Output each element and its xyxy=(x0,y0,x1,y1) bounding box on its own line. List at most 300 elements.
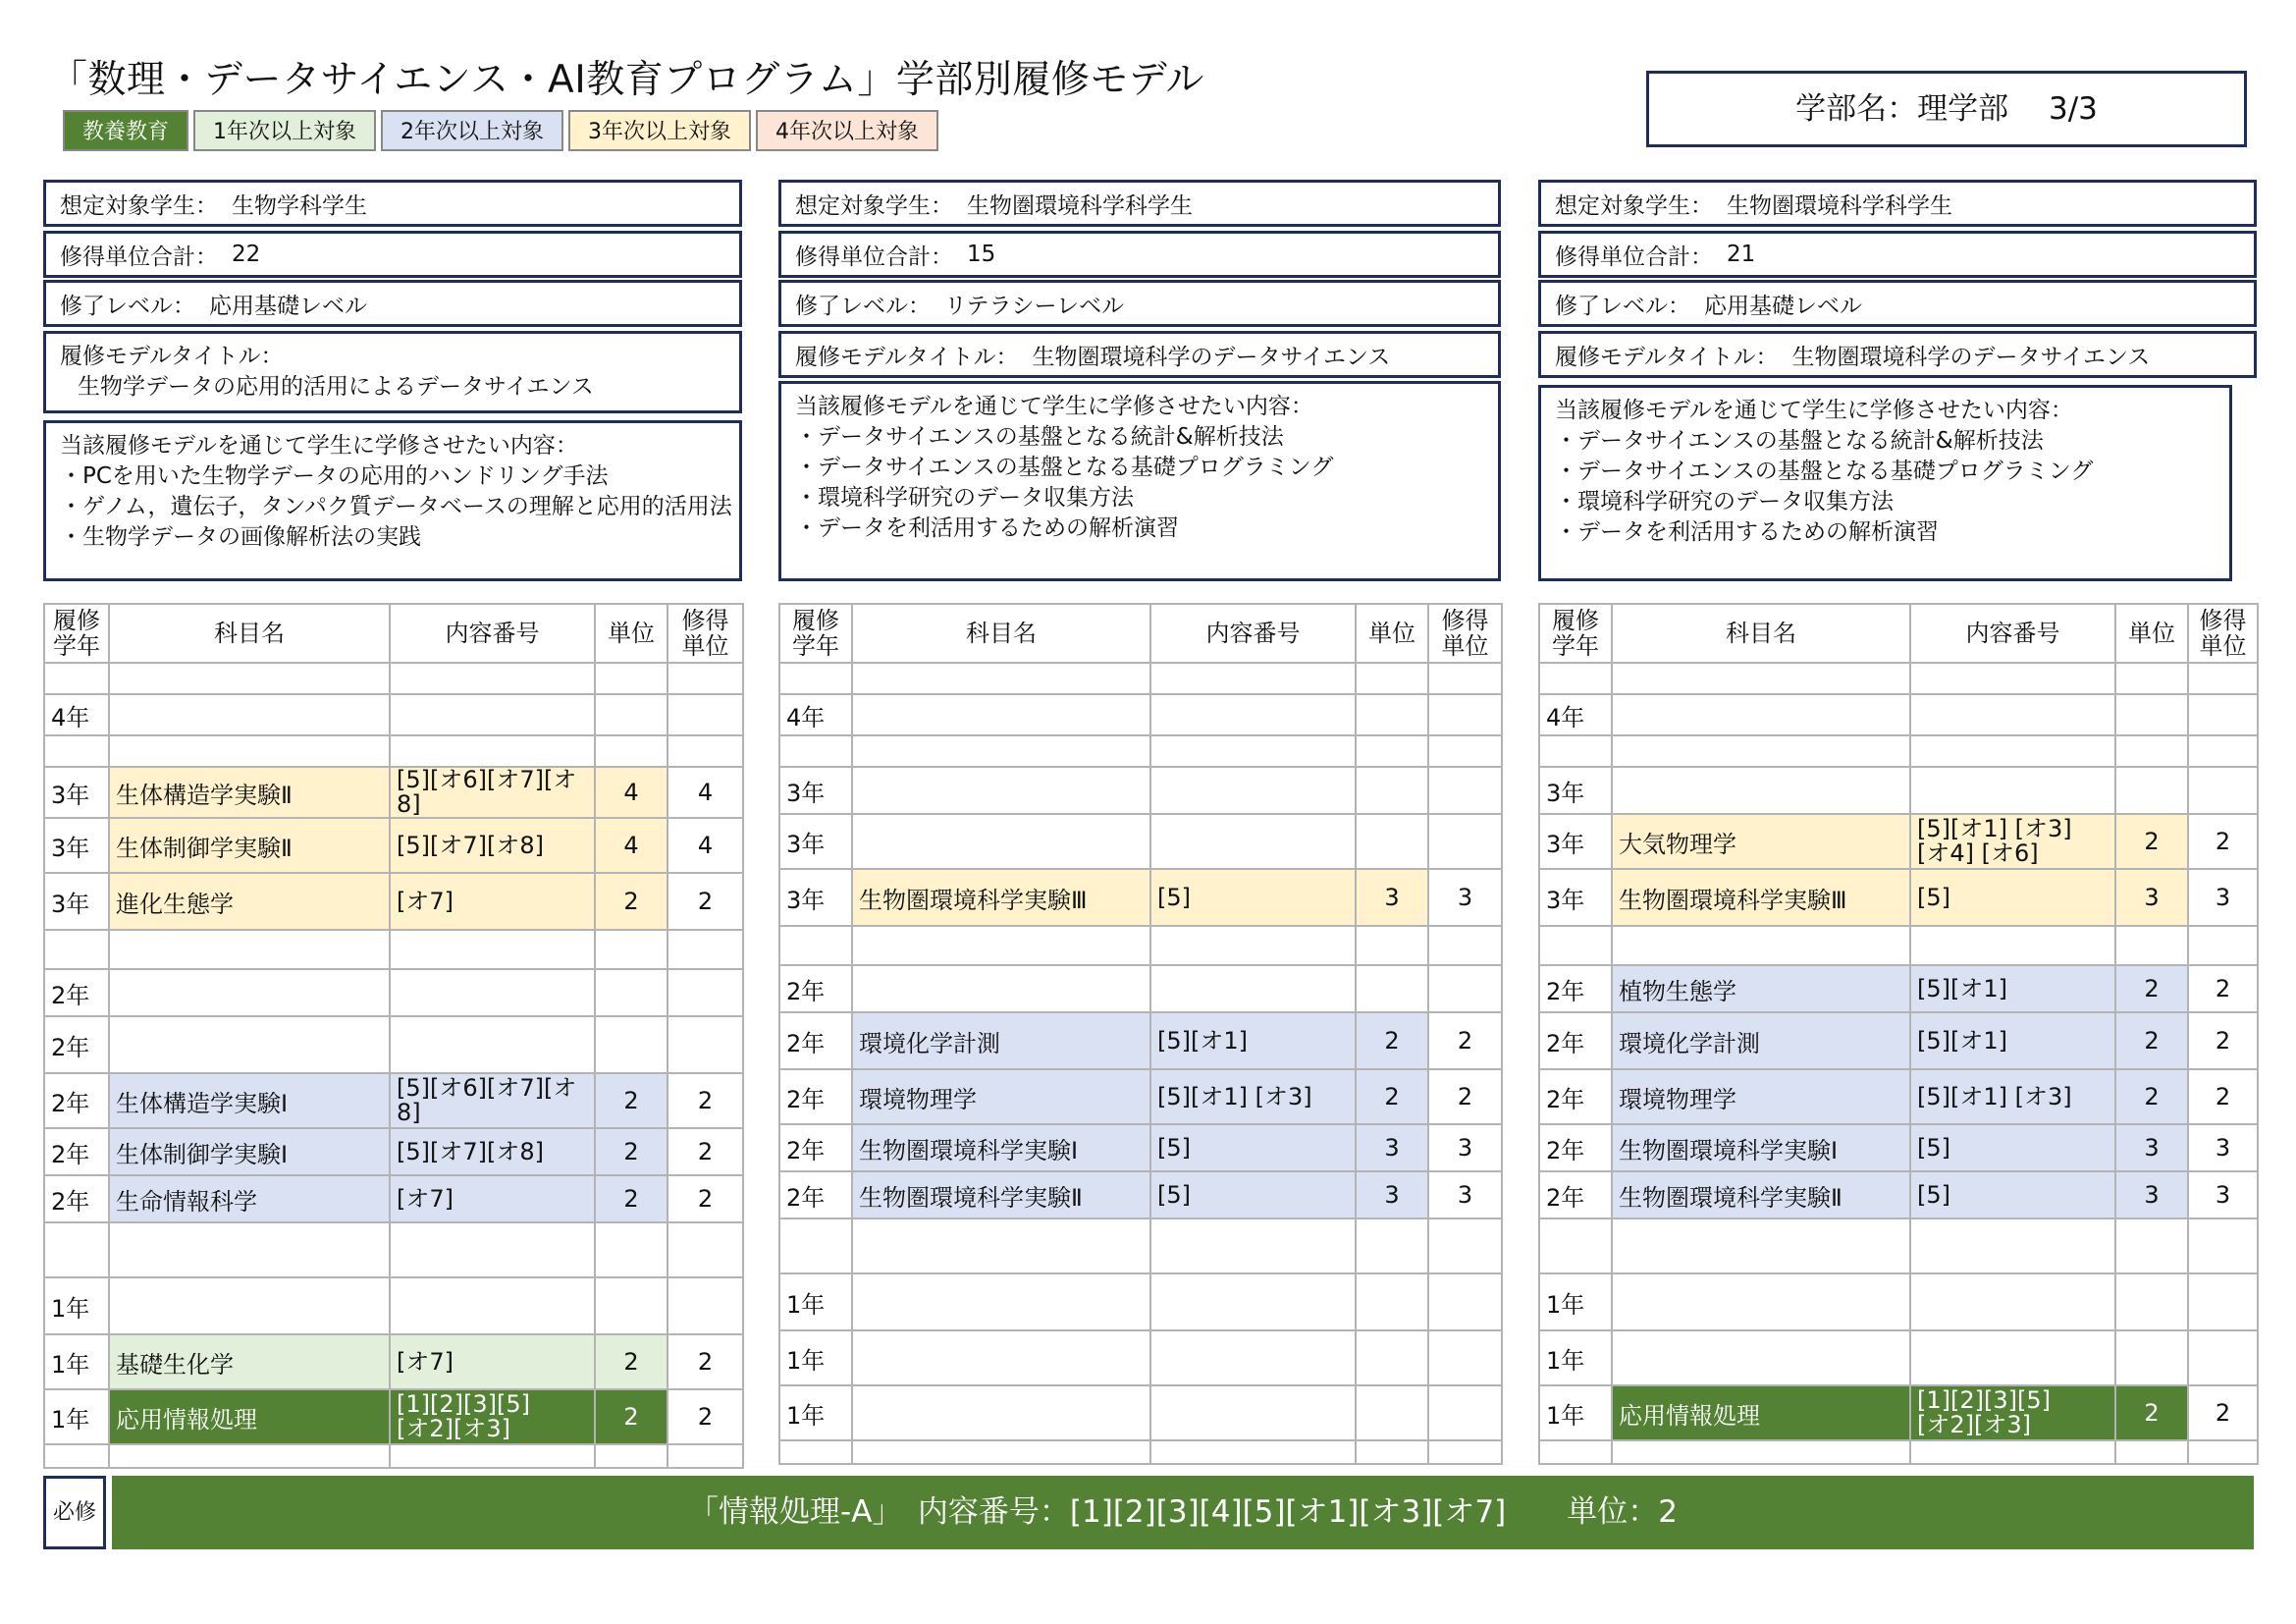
table-row xyxy=(1539,1218,2258,1273)
cell-code xyxy=(390,1016,595,1073)
cell-unit: 2 xyxy=(595,873,667,930)
cell-subject xyxy=(109,1222,390,1277)
completion-level-box xyxy=(43,280,742,327)
cell-earned xyxy=(2188,663,2258,694)
cell-unit xyxy=(1356,663,1428,694)
cell-unit xyxy=(1356,1385,1428,1440)
cell-earned xyxy=(667,663,743,694)
cell-unit: 3 xyxy=(2115,1171,2188,1218)
cell-year: 4年 xyxy=(44,694,109,735)
table-row xyxy=(779,965,1502,1012)
cell-earned: 2 xyxy=(667,1073,743,1128)
cell-subject xyxy=(1612,1440,1910,1464)
target-student-box xyxy=(778,180,1501,227)
model-title-value: 生物圏環境科学のデータサイエンス xyxy=(1791,344,2151,370)
cell-unit: 2 xyxy=(2115,965,2188,1012)
cell-unit xyxy=(595,969,667,1016)
cell-year xyxy=(44,663,109,694)
learning-goals-label: 当該履修モデルを通じて学生に学修させたい内容： xyxy=(60,433,578,459)
cell-earned xyxy=(2188,1330,2258,1385)
cell-earned: 2 xyxy=(1428,1012,1502,1069)
table-row xyxy=(779,1171,1502,1218)
cell-year: 3年 xyxy=(1539,814,1612,869)
completion-level-box xyxy=(1538,280,2257,327)
header-year: 履修 学年 xyxy=(1539,604,1612,663)
table-row xyxy=(1539,735,2258,767)
cell-unit xyxy=(595,663,667,694)
cell-year: 2年 xyxy=(779,1171,852,1218)
cell-earned: 3 xyxy=(1428,869,1502,926)
cell-unit: 2 xyxy=(2115,1069,2188,1124)
model-title-box xyxy=(43,331,742,413)
cell-unit: 2 xyxy=(595,1175,667,1222)
cell-unit xyxy=(1356,1440,1428,1464)
cell-earned xyxy=(1428,965,1502,1012)
course-table xyxy=(778,603,1503,1465)
credit-total-label: 修得単位合計： xyxy=(60,244,218,270)
learning-goal-item: ・データサイエンスの基盤となる基礎プログラミング xyxy=(1555,459,2094,484)
cell-subject: 生物圏環境科学実験Ⅲ xyxy=(852,869,1150,926)
target-student-label: 想定対象学生： xyxy=(60,192,218,219)
cell-unit xyxy=(595,1277,667,1334)
cell-code xyxy=(1150,965,1356,1012)
cell-subject xyxy=(1612,1218,1910,1273)
cell-unit xyxy=(2115,663,2188,694)
cell-earned xyxy=(2188,735,2258,767)
cell-unit xyxy=(595,930,667,969)
cell-subject xyxy=(109,1444,390,1468)
table-row xyxy=(1539,694,2258,735)
cell-subject xyxy=(852,663,1150,694)
table-row xyxy=(44,1277,743,1334)
header-earned: 修得 単位 xyxy=(667,604,743,663)
cell-earned: 2 xyxy=(2188,1385,2258,1440)
cell-earned: 2 xyxy=(667,1389,743,1444)
cell-earned xyxy=(1428,767,1502,814)
table-row xyxy=(779,1440,1502,1464)
cell-code xyxy=(1150,814,1356,869)
credit-total-label: 修得単位合計： xyxy=(795,244,953,270)
table-row xyxy=(779,1218,1502,1273)
learning-goal-item: ・データを利活用するための解析演習 xyxy=(795,515,1179,541)
cell-code: [1][2][3][5] [オ2][オ3] xyxy=(1910,1385,2115,1440)
cell-year: 2年 xyxy=(1539,1171,1612,1218)
cell-earned xyxy=(667,694,743,735)
cell-year: 3年 xyxy=(44,767,109,818)
cell-subject: 応用情報処理 xyxy=(109,1389,390,1444)
learning-goal-item: ・ゲノム，遺伝子，タンパク質データベースの理解と応用的活用法 xyxy=(60,494,732,519)
table-row xyxy=(1539,814,2258,869)
legend-item: 3年次以上対象 xyxy=(568,110,751,151)
cell-earned: 3 xyxy=(2188,1171,2258,1218)
cell-earned: 2 xyxy=(667,1334,743,1389)
table-row xyxy=(44,767,743,818)
model-title-label: 履修モデルタイトル： xyxy=(1555,344,1779,370)
completion-level-value: リテラシーレベル xyxy=(944,293,1125,319)
cell-code xyxy=(1150,1273,1356,1330)
cell-subject: 大気物理学 xyxy=(1612,814,1910,869)
cell-earned xyxy=(1428,1273,1502,1330)
table-row xyxy=(779,1330,1502,1385)
cell-unit xyxy=(2115,735,2188,767)
cell-subject xyxy=(109,930,390,969)
cell-code: [オ7] xyxy=(390,1334,595,1389)
cell-year: 2年 xyxy=(1539,965,1612,1012)
cell-code: [5][オ7][オ8] xyxy=(390,1128,595,1175)
cell-code xyxy=(1910,1330,2115,1385)
cell-earned: 3 xyxy=(2188,1124,2258,1171)
learning-goal-item: ・データを利活用するための解析演習 xyxy=(1555,519,1939,545)
cell-earned xyxy=(2188,926,2258,965)
cell-unit xyxy=(2115,1273,2188,1330)
cell-earned xyxy=(1428,1330,1502,1385)
cell-year: 2年 xyxy=(779,1069,852,1124)
cell-subject xyxy=(1612,1330,1910,1385)
table-row xyxy=(779,735,1502,767)
learning-goal-item: ・環境科学研究のデータ収集方法 xyxy=(1555,489,1894,514)
cell-subject xyxy=(852,814,1150,869)
learning-goals-box xyxy=(43,420,742,581)
cell-year: 2年 xyxy=(44,1016,109,1073)
cell-year: 4年 xyxy=(1539,694,1612,735)
cell-unit xyxy=(1356,1273,1428,1330)
cell-code xyxy=(1150,694,1356,735)
cell-subject xyxy=(109,663,390,694)
cell-earned: 2 xyxy=(667,1128,743,1175)
cell-year: 2年 xyxy=(779,965,852,1012)
cell-subject: 応用情報処理 xyxy=(1612,1385,1910,1440)
model-title-label: 履修モデルタイトル： xyxy=(60,344,284,369)
table-row xyxy=(44,735,743,767)
model-title-value: 生物圏環境科学のデータサイエンス xyxy=(1032,344,1391,370)
cell-subject: 進化生態学 xyxy=(109,873,390,930)
cell-unit xyxy=(2115,926,2188,965)
cell-code xyxy=(1910,926,2115,965)
cell-unit xyxy=(2115,767,2188,814)
target-student-label: 想定対象学生： xyxy=(1555,192,1713,219)
cell-earned xyxy=(2188,1273,2258,1330)
cell-subject xyxy=(852,735,1150,767)
cell-unit: 2 xyxy=(2115,1012,2188,1069)
learning-goals-box xyxy=(1538,385,2232,581)
cell-earned: 2 xyxy=(1428,1069,1502,1124)
cell-subject: 環境化学計測 xyxy=(852,1012,1150,1069)
target-student-value: 生物圏環境科学科学生 xyxy=(967,192,1193,219)
completion-level-label: 修了レベル： xyxy=(60,293,195,319)
table-row xyxy=(44,930,743,969)
cell-subject: 生体制御学実験Ⅰ xyxy=(109,1128,390,1175)
cell-code: [5][オ1] xyxy=(1910,1012,2115,1069)
cell-code xyxy=(1150,1330,1356,1385)
cell-earned: 2 xyxy=(2188,1069,2258,1124)
cell-code: [5] xyxy=(1910,869,2115,926)
cell-earned: 2 xyxy=(2188,965,2258,1012)
model-title-box xyxy=(1538,331,2257,378)
cell-earned xyxy=(1428,1385,1502,1440)
cell-subject: 生体構造学実験Ⅰ xyxy=(109,1073,390,1128)
page-title: 「数理・データサイエンス・AI教育プログラム」学部別履修モデル xyxy=(49,58,1204,102)
cell-year: 2年 xyxy=(44,1175,109,1222)
cell-unit: 2 xyxy=(595,1389,667,1444)
cell-earned: 3 xyxy=(1428,1124,1502,1171)
table-row xyxy=(1539,1069,2258,1124)
cell-year: 3年 xyxy=(44,818,109,873)
table-row xyxy=(44,1073,743,1128)
header-unit: 単位 xyxy=(595,604,667,663)
cell-code: [オ7] xyxy=(390,873,595,930)
course-table xyxy=(43,603,744,1469)
cell-year: 2年 xyxy=(779,1124,852,1171)
cell-code: [5][オ6][オ7][オ8] xyxy=(390,1073,595,1128)
table-row xyxy=(44,1128,743,1175)
cell-unit xyxy=(2115,1440,2188,1464)
cell-code: [5][オ1] [オ3] [オ4] [オ6] xyxy=(1910,814,2115,869)
cell-year: 2年 xyxy=(1539,1012,1612,1069)
header-earned: 修得 単位 xyxy=(1428,604,1502,663)
cell-unit xyxy=(595,694,667,735)
table-row xyxy=(1539,1124,2258,1171)
table-row xyxy=(779,1124,1502,1171)
table-row xyxy=(44,1334,743,1389)
cell-earned xyxy=(667,969,743,1016)
cell-code xyxy=(1910,1218,2115,1273)
cell-subject: 生物圏環境科学実験Ⅲ xyxy=(1612,869,1910,926)
cell-earned xyxy=(2188,1218,2258,1273)
cell-code: [5] xyxy=(1910,1171,2115,1218)
learning-goals-label: 当該履修モデルを通じて学生に学修させたい内容： xyxy=(1555,398,2073,423)
header-unit: 単位 xyxy=(1356,604,1428,663)
required-course-bar: 「情報処理-A」 内容番号：[1][2][3][4][5][オ1][オ3][オ7] 単位：2 xyxy=(112,1476,2254,1549)
cell-year xyxy=(1539,1218,1612,1273)
cell-unit xyxy=(1356,735,1428,767)
cell-year: 2年 xyxy=(779,1012,852,1069)
cell-year: 3年 xyxy=(1539,869,1612,926)
cell-year: 2年 xyxy=(1539,1124,1612,1171)
cell-unit xyxy=(1356,767,1428,814)
table-row xyxy=(1539,1171,2258,1218)
cell-code: [5] xyxy=(1910,1124,2115,1171)
department-box: 学部名：理学部 3/3 xyxy=(1646,71,2247,147)
cell-year: 2年 xyxy=(44,1128,109,1175)
cell-code xyxy=(1150,767,1356,814)
legend-item: 4年次以上対象 xyxy=(756,110,938,151)
table-row xyxy=(779,869,1502,926)
cell-subject: 生命情報科学 xyxy=(109,1175,390,1222)
cell-subject xyxy=(1612,694,1910,735)
learning-goal-item: ・データサイエンスの基盤となる統計&解析技法 xyxy=(795,424,1284,450)
cell-code xyxy=(1910,767,2115,814)
cell-subject: 基礎生化学 xyxy=(109,1334,390,1389)
cell-earned xyxy=(667,930,743,969)
cell-code xyxy=(1910,663,2115,694)
cell-year: 1年 xyxy=(44,1334,109,1389)
cell-subject xyxy=(852,694,1150,735)
cell-code: [オ7] xyxy=(390,1175,595,1222)
cell-earned xyxy=(2188,767,2258,814)
cell-unit xyxy=(595,1016,667,1073)
cell-year: 1年 xyxy=(1539,1330,1612,1385)
cell-code xyxy=(1910,1440,2115,1464)
cell-earned xyxy=(667,1277,743,1334)
cell-unit: 2 xyxy=(2115,1385,2188,1440)
target-student-box xyxy=(43,180,742,227)
table-row xyxy=(1539,926,2258,965)
legend-item: 1年次以上対象 xyxy=(193,110,376,151)
cell-year: 3年 xyxy=(44,873,109,930)
cell-year: 4年 xyxy=(779,694,852,735)
cell-code: [5][オ1] xyxy=(1910,965,2115,1012)
cell-subject xyxy=(109,969,390,1016)
cell-year: 1年 xyxy=(779,1330,852,1385)
learning-goals-box xyxy=(778,381,1501,581)
cell-code: [5][オ1] [オ3] xyxy=(1910,1069,2115,1124)
table-row xyxy=(779,1069,1502,1124)
model-title-box xyxy=(778,331,1501,378)
learning-goal-item: ・生物学データの画像解析法の実践 xyxy=(60,524,421,550)
cell-subject xyxy=(109,1016,390,1073)
cell-code: [5][オ7][オ8] xyxy=(390,818,595,873)
cell-unit: 2 xyxy=(595,1128,667,1175)
cell-year: 3年 xyxy=(779,814,852,869)
cell-subject xyxy=(852,926,1150,965)
cell-code xyxy=(390,735,595,767)
header-earned: 修得 単位 xyxy=(2188,604,2258,663)
table-row xyxy=(779,767,1502,814)
cell-earned: 3 xyxy=(1428,1171,1502,1218)
table-row xyxy=(44,818,743,873)
cell-unit xyxy=(595,1222,667,1277)
cell-code xyxy=(1910,1273,2115,1330)
table-row xyxy=(1539,1330,2258,1385)
cell-subject xyxy=(852,1218,1150,1273)
cell-year: 1年 xyxy=(44,1277,109,1334)
cell-subject xyxy=(109,694,390,735)
cell-subject xyxy=(852,1440,1150,1464)
cell-year: 1年 xyxy=(1539,1385,1612,1440)
cell-earned: 2 xyxy=(667,873,743,930)
header-unit: 単位 xyxy=(2115,604,2188,663)
cell-earned xyxy=(1428,663,1502,694)
cell-unit xyxy=(1356,926,1428,965)
cell-unit xyxy=(2115,694,2188,735)
table-row xyxy=(44,1222,743,1277)
cell-subject: 生体構造学実験Ⅱ xyxy=(109,767,390,818)
cell-unit: 2 xyxy=(2115,814,2188,869)
cell-unit: 4 xyxy=(595,767,667,818)
cell-subject: 生物圏環境科学実験Ⅰ xyxy=(852,1124,1150,1171)
cell-year xyxy=(779,735,852,767)
model-title-label: 履修モデルタイトル： xyxy=(795,344,1019,370)
completion-level-value: 応用基礎レベル xyxy=(1704,293,1862,319)
table-row xyxy=(1539,869,2258,926)
cell-year: 3年 xyxy=(779,869,852,926)
cell-code xyxy=(1910,735,2115,767)
table-row xyxy=(44,663,743,694)
cell-earned: 2 xyxy=(2188,1012,2258,1069)
cell-code xyxy=(390,1277,595,1334)
cell-year xyxy=(1539,926,1612,965)
header-subject: 科目名 xyxy=(1612,604,1910,663)
cell-subject: 生物圏環境科学実験Ⅱ xyxy=(852,1171,1150,1218)
cell-earned: 3 xyxy=(2188,869,2258,926)
learning-goals-label: 当該履修モデルを通じて学生に学修させたい内容： xyxy=(795,394,1313,419)
cell-unit: 3 xyxy=(2115,1124,2188,1171)
cell-subject xyxy=(109,735,390,767)
cell-earned xyxy=(1428,735,1502,767)
cell-subject: 生体制御学実験Ⅱ xyxy=(109,818,390,873)
cell-earned xyxy=(1428,694,1502,735)
cell-unit: 3 xyxy=(2115,869,2188,926)
cell-unit: 3 xyxy=(1356,1124,1428,1171)
cell-unit: 3 xyxy=(1356,869,1428,926)
table-row xyxy=(1539,767,2258,814)
target-student-box xyxy=(1538,180,2257,227)
credit-total-value: 15 xyxy=(967,242,996,267)
cell-earned xyxy=(1428,1440,1502,1464)
table-row xyxy=(44,969,743,1016)
cell-subject: 生物圏環境科学実験Ⅱ xyxy=(1612,1171,1910,1218)
cell-unit: 3 xyxy=(1356,1171,1428,1218)
cell-code: [1][2][3][5] [オ2][オ3] xyxy=(390,1389,595,1444)
credit-total-value: 22 xyxy=(232,242,261,267)
cell-subject: 環境化学計測 xyxy=(1612,1012,1910,1069)
cell-unit xyxy=(1356,814,1428,869)
header-year: 履修 学年 xyxy=(779,604,852,663)
model-title-value: 生物学データの応用的活用によるデータサイエンス xyxy=(78,374,594,400)
table-row xyxy=(779,926,1502,965)
required-label: 必修 xyxy=(43,1476,106,1549)
cell-code: [5] xyxy=(1150,1171,1356,1218)
cell-unit xyxy=(1356,1330,1428,1385)
cell-subject xyxy=(1612,735,1910,767)
cell-subject xyxy=(852,1330,1150,1385)
cell-earned: 2 xyxy=(2188,814,2258,869)
cell-year: 1年 xyxy=(1539,1273,1612,1330)
learning-goal-item: ・環境科学研究のデータ収集方法 xyxy=(795,485,1134,511)
cell-code xyxy=(1910,694,2115,735)
learning-goal-item: ・PCを用いた生物学データの応用的ハンドリング手法 xyxy=(60,463,609,489)
header-code: 内容番号 xyxy=(1910,604,2115,663)
cell-code: [5][オ6][オ7][オ8] xyxy=(390,767,595,818)
cell-year: 1年 xyxy=(779,1385,852,1440)
cell-year: 3年 xyxy=(1539,767,1612,814)
cell-code xyxy=(390,930,595,969)
cell-code xyxy=(390,694,595,735)
credit-total-label: 修得単位合計： xyxy=(1555,244,1713,270)
target-student-value: 生物圏環境科学科学生 xyxy=(1727,192,1952,219)
cell-earned xyxy=(1428,926,1502,965)
cell-code xyxy=(1150,1218,1356,1273)
cell-earned: 4 xyxy=(667,767,743,818)
table-row xyxy=(1539,1440,2258,1464)
cell-code: [5] xyxy=(1150,869,1356,926)
cell-unit: 2 xyxy=(595,1334,667,1389)
cell-code: [5][オ1] [オ3] xyxy=(1150,1069,1356,1124)
completion-level-box xyxy=(778,280,1501,327)
cell-subject: 植物生態学 xyxy=(1612,965,1910,1012)
cell-unit xyxy=(595,735,667,767)
cell-code xyxy=(390,1444,595,1468)
cell-unit: 2 xyxy=(1356,1012,1428,1069)
cell-year: 1年 xyxy=(44,1389,109,1444)
cell-earned xyxy=(667,735,743,767)
cell-code xyxy=(390,663,595,694)
cell-code xyxy=(1150,663,1356,694)
cell-subject xyxy=(1612,1273,1910,1330)
table-row xyxy=(779,694,1502,735)
cell-year xyxy=(779,1218,852,1273)
cell-year xyxy=(44,930,109,969)
